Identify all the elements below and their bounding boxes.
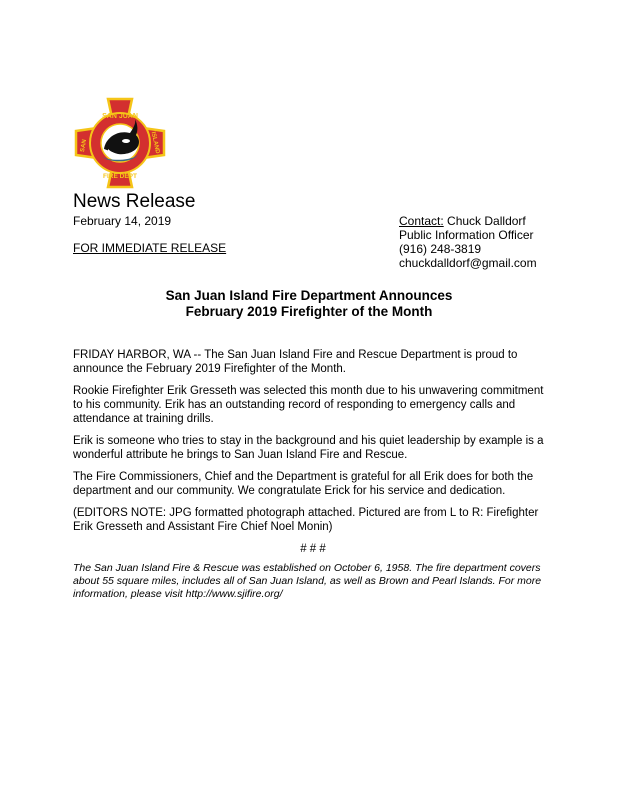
contact-line	[399, 214, 537, 228]
contact-block	[399, 214, 537, 270]
contact-email: chuckdalldorf@gmail.com	[399, 256, 537, 270]
contact-role: Public Information Officer	[399, 228, 534, 242]
release-date: February 14, 2019	[73, 214, 172, 228]
headline	[73, 288, 545, 320]
press-release-body	[73, 348, 553, 609]
end-mark: # # #	[300, 543, 326, 555]
paragraph: Erik is someone who tries to stay in the background and his quiet leadership by example is a wonderful attribute he brings to San Juan Island Fire and Rescue.	[73, 435, 544, 461]
paragraph: FRIDAY HARBOR, WA -- The San Juan Island Fire and Rescue Department is proud to announce the February 2019 Firefighter of the Month.	[73, 349, 518, 375]
headline-line-2: February 2019 Firefighter of the Month	[185, 304, 433, 319]
document-title: News Release	[73, 191, 196, 212]
paragraph: Rookie Firefighter Erik Gresseth was selected this month due to his unwavering commitment to his community. Erik has an outstanding record of responding to emergency calls and attendance at training drills.	[73, 385, 544, 425]
maltese-cross-icon	[74, 97, 166, 189]
contact-label: Contact:	[399, 214, 444, 228]
logo-top-text: SAN JUAN	[102, 113, 138, 120]
fire-department-logo	[74, 97, 166, 189]
release-type: FOR IMMEDIATE RELEASE	[73, 241, 227, 255]
logo-left-text: SAN	[79, 139, 89, 153]
release-info	[73, 214, 226, 255]
boilerplate: The San Juan Island Fire & Rescue was established on October 6, 1958. The fire department covers about 55 square miles, includes all of San Juan Island, as well as Brown and Pearl Islands. For more information, please visit http://www.sjifire.org/	[73, 562, 542, 600]
contact-phone: (916) 248-3819	[399, 242, 482, 256]
headline-line-1: San Juan Island Fire Department Announces	[165, 288, 453, 303]
contact-name: Chuck Dalldorf	[447, 214, 526, 228]
paragraph: The Fire Commissioners, Chief and the Department is grateful for all Erik does for both the department and our community. We congratulate Erick for his service and dedication.	[73, 471, 534, 497]
editors-note: (EDITORS NOTE: JPG formatted photograph attached. Pictured are from L to R: Firefighter Erik Gresseth and Assistant Fire Chief Noel Monin)	[73, 507, 539, 533]
logo-right-text: ISLAND	[149, 131, 161, 155]
logo-bottom-text: FIRE DEPT	[103, 173, 137, 180]
